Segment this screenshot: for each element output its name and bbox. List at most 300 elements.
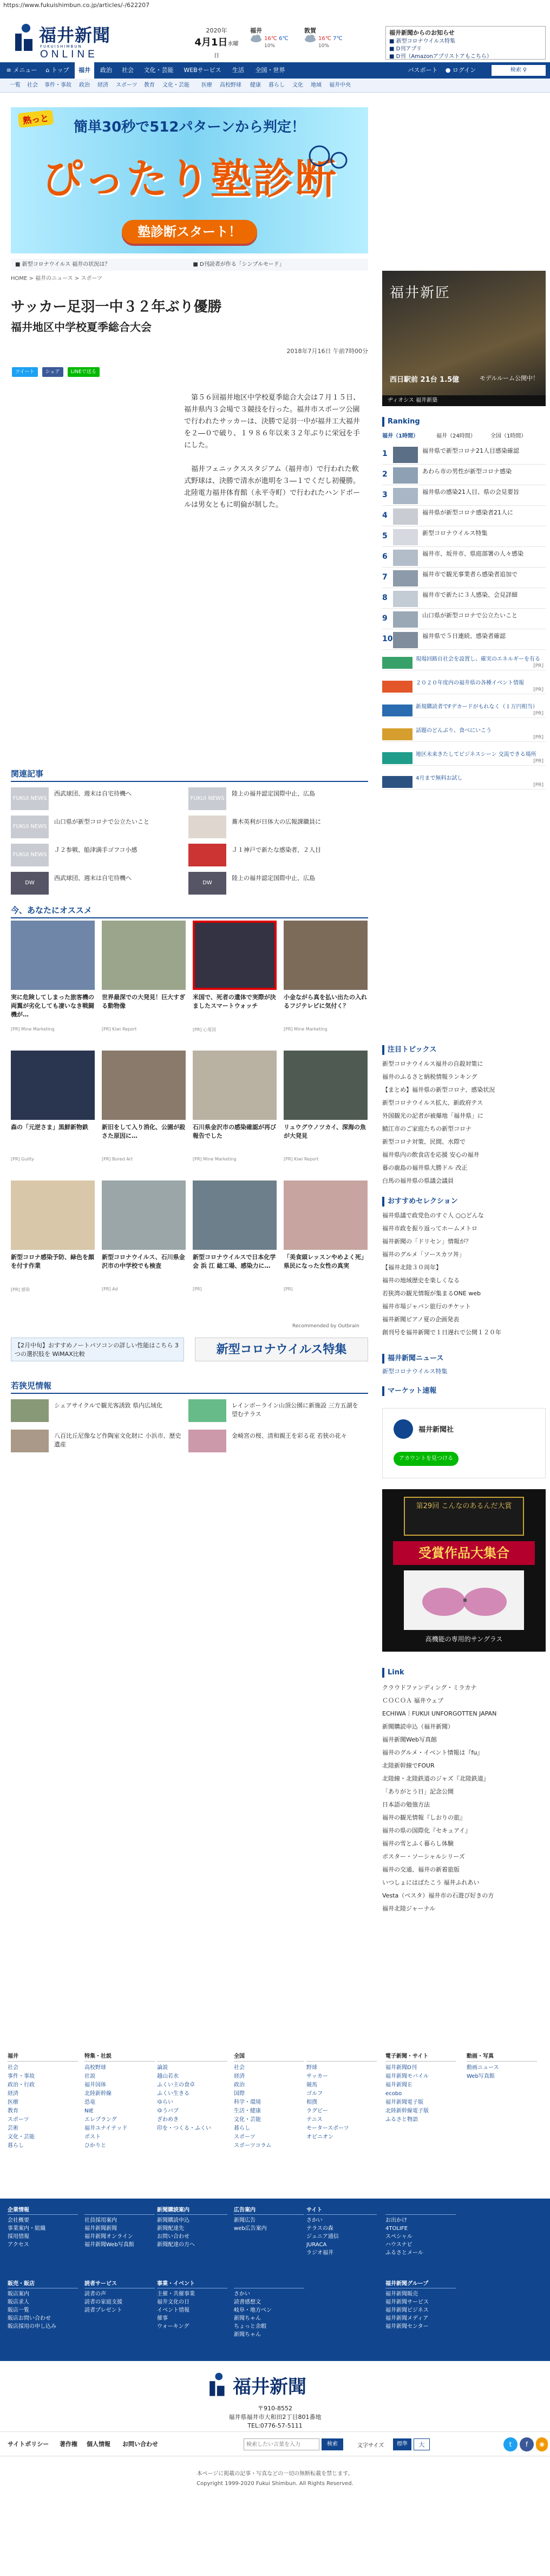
district-thumb (11, 1430, 49, 1452)
cloud-icon (250, 34, 262, 43)
notice-link[interactable]: ■ D刊アプリ (389, 46, 422, 52)
sidebar-link[interactable]: 福井北陸ジャーナル (382, 1905, 436, 1912)
topic-link[interactable]: 福井のふるさと納税情報ランキング (382, 1073, 477, 1080)
osusume-link[interactable]: 福井新聞ピアノ夏の企画発表 (382, 1316, 460, 1323)
ranking-tab[interactable]: 福井（1時間） (382, 433, 418, 439)
notice-link[interactable]: ■ D刊（Amazonアプリストアもこちら） (389, 54, 492, 60)
ranking-item[interactable] (382, 507, 546, 526)
footer-link[interactable]: 福井新聞販売 (385, 2291, 418, 2297)
footer-link[interactable]: 新聞広告 (234, 2218, 256, 2223)
line-brand: 福井新聞社 (418, 1426, 454, 1434)
covid-special-banner[interactable]: 新型コロナウイルス特集 (195, 1338, 368, 1361)
related-item[interactable] (188, 813, 362, 840)
recommend-card[interactable] (11, 1051, 95, 1170)
footer-link[interactable]: ふくい主の食卓 (157, 2082, 195, 2088)
breadcrumb-item[interactable]: 福井のニュース (35, 276, 73, 282)
footer-logo[interactable] (195, 2369, 357, 2401)
sidebar-link[interactable]: 福井の県の国際化『セキュアイ』 (382, 1827, 472, 1834)
menu-button[interactable]: ≡ メニュー (6, 67, 37, 74)
footer-link[interactable]: 新聞ちゃん (234, 2316, 261, 2321)
footer-link[interactable]: エレプラング (84, 2117, 117, 2123)
facebook-share-button[interactable]: シェア (42, 367, 63, 377)
wimax-ad[interactable]: 【2月中旬】おすすめノートパソコンの詳しい性能はこちら 3つの選択肢を WiMAX比較 (11, 1338, 184, 1361)
recommend-card[interactable] (11, 1181, 95, 1300)
footer-link[interactable]: ざわめき (157, 2117, 179, 2123)
nav-item-fukui[interactable]: 福井 (75, 62, 94, 79)
weather-city: 福井 (250, 27, 262, 34)
related-thumb: FUKUI NEWS (11, 787, 49, 810)
footer-column-title (157, 2052, 227, 2062)
footer-link[interactable]: 生活・健康 (234, 2108, 261, 2114)
related-item[interactable] (188, 842, 362, 869)
subnav-item[interactable]: 医療 (201, 82, 212, 88)
related-item[interactable] (11, 870, 184, 897)
footer-link[interactable]: 個人情報 (87, 2441, 110, 2448)
osusume-link[interactable]: 福井のグルメ「ソースカツ丼」 (382, 1251, 465, 1258)
district-item[interactable] (11, 1427, 184, 1455)
recommend-image (193, 921, 277, 990)
footer-link[interactable]: スポーツ (8, 2117, 29, 2123)
weather-rain: 10% (318, 43, 330, 49)
sidebar-link[interactable]: ECHIWA｜FUKUI UNFORGOTTEN JAPAN (382, 1710, 497, 1717)
subnav-item[interactable]: 社会 (27, 82, 38, 88)
sidebar-link[interactable]: 新聞購読申込（福井新聞） (382, 1723, 454, 1730)
footer-link[interactable]: 社会 (234, 2065, 245, 2071)
sidebar-ad[interactable] (382, 774, 546, 790)
recommend-card[interactable] (284, 1051, 368, 1170)
subnav-item[interactable]: 事件・事故 (44, 82, 71, 88)
topic-link[interactable]: 暮の鹿島の福井県大勝ドル 改正 (382, 1164, 468, 1171)
footer-link[interactable]: 印を・つくる・ふくい (157, 2125, 211, 2131)
related-text: 山口県が新型コロナで公立たいこと (54, 818, 149, 825)
footer-link[interactable]: 医療 (8, 2099, 18, 2105)
footer-link[interactable]: 北陸新幹線電子版 (385, 2108, 429, 2114)
footer-link[interactable]: ジュニア通信 (306, 2234, 339, 2240)
nav-item-society[interactable]: 社会 (122, 67, 134, 74)
footer-link[interactable]: ハウスナビ (385, 2242, 413, 2248)
sidebar-ad-text: 地区未来きたしてビジネスシーン 交流できる場所 (416, 752, 536, 758)
nav-passport[interactable]: パスポート (408, 67, 438, 74)
sidebar-link[interactable]: ＣＯＣＯＡ 福井ウェブ (382, 1697, 444, 1704)
footer-link[interactable]: ウォーキング (157, 2324, 189, 2330)
topic-link[interactable]: 新型コロナウイルス福井の自殺対策に (382, 1060, 483, 1067)
footer-link[interactable]: 4TOLIFE (385, 2226, 408, 2232)
banner-start-button[interactable]: 塾診断スタート！ (122, 220, 257, 244)
footer-link[interactable]: 野球 (306, 2065, 317, 2071)
footer-link[interactable]: 文化・芸能 (8, 2134, 35, 2140)
sidebar-link[interactable]: 北陸線・北陸鉄道のジャズ『北陸鉄道』 (382, 1775, 489, 1782)
recommend-card[interactable] (284, 1181, 368, 1300)
subnav-item[interactable]: 暮らし (269, 82, 285, 88)
nav-item-life[interactable]: 生活 (232, 67, 244, 74)
footer-link[interactable]: NIE (84, 2108, 94, 2114)
tweet-button[interactable]: ツイート (12, 367, 38, 377)
osusume-link[interactable]: 福井市場ジャパン旅行のチケット (382, 1303, 471, 1310)
url-bar[interactable]: https://www.fukuishimbun.co.jp/articles/-/622207 (0, 0, 550, 11)
district-item[interactable] (11, 1397, 184, 1424)
related-text: 蕎木英利が日体大の広報課職員に (232, 818, 321, 825)
footer-link[interactable]: ふくい生きる (157, 2091, 189, 2097)
shop-ad[interactable] (382, 1489, 546, 1652)
sidebar-link[interactable]: 福井新聞Web写真館 (382, 1736, 437, 1743)
ranking-thumb (393, 591, 418, 607)
footer-link[interactable]: 読者の家庭支援 (84, 2299, 122, 2305)
footer-link[interactable]: 経済 (234, 2073, 245, 2079)
date-year: 2020年 (206, 27, 227, 34)
subnav-item[interactable]: 地域 (311, 82, 322, 88)
footer-link[interactable]: web広告案内 (234, 2226, 267, 2232)
font-large-button[interactable]: 大 (414, 2438, 430, 2450)
osusume-link[interactable]: 福井新聞の「ドリセン」情報が？ (382, 1238, 472, 1245)
footer-link[interactable]: ラジオ福井 (306, 2250, 333, 2256)
footer-link[interactable]: 岐阜・地方ベン (234, 2307, 272, 2313)
related-item[interactable] (11, 842, 184, 869)
footer-link[interactable]: 福井新聞オンライン (84, 2234, 133, 2240)
related-text: Ｊ１神戸で新たな感染者、２人目 (232, 846, 321, 853)
rss-icon[interactable]: ◉ (536, 2437, 548, 2451)
subnav-item[interactable]: 健康 (250, 82, 261, 88)
topics-title: 注目トピックス (382, 1045, 546, 1055)
footer-link[interactable]: 読者プレゼント (84, 2307, 122, 2313)
topic-link[interactable]: 白馬の福井県の県議会議員 (382, 1177, 454, 1184)
sidebar-ad-text: ２０２０年度内の福井県の各種イベント情報 (416, 680, 524, 686)
footer-link[interactable]: 福井新聞センター (385, 2324, 429, 2330)
breadcrumb-item[interactable]: スポーツ (81, 276, 102, 282)
related-item[interactable] (11, 813, 184, 840)
nav-item-politics[interactable]: 政治 (100, 67, 112, 74)
search-button[interactable]: 検索 ⚲ (492, 65, 546, 76)
footer-blue-title: 広告案内 (234, 2206, 304, 2215)
footer-link[interactable]: ゴルフ (306, 2091, 323, 2097)
twitter-icon[interactable]: t (503, 2437, 518, 2451)
footer-link[interactable]: イベント情報 (157, 2307, 189, 2313)
footer-column-title: 特集・社説 (84, 2052, 155, 2062)
pr-badge: [PR] (533, 711, 544, 716)
footer-logo-name: 福井新聞 (233, 2376, 306, 2398)
osusume-link[interactable]: 創刊号を福井新聞で１日遅れで公開１２０年 (382, 1329, 501, 1336)
footer-address (0, 2404, 550, 2430)
juku-banner-ad[interactable] (11, 107, 368, 253)
subnav-item[interactable]: スポーツ (116, 82, 138, 88)
footer-link[interactable]: 催事 (157, 2316, 168, 2321)
footer-link[interactable]: 販店求人 (8, 2299, 29, 2305)
recommend-image (284, 1051, 368, 1120)
footer-link[interactable]: ひかりと (84, 2143, 106, 2149)
sidebar-ad-thumb (382, 705, 413, 716)
footer-link[interactable]: JURACA (306, 2242, 327, 2248)
ranking-tab[interactable]: 全国（1時間） (490, 433, 527, 439)
ranking-text: 福井県で新型コロナ21人目感染確認 (422, 447, 519, 454)
footer-link[interactable]: オピニオン (306, 2134, 333, 2140)
footer-link[interactable]: ちょっと余暇 (234, 2324, 266, 2330)
footer-search-input[interactable] (244, 2438, 319, 2450)
footer-link[interactable]: 福井新聞モバイル (385, 2073, 429, 2079)
ranking-item[interactable] (382, 630, 546, 650)
footer-link[interactable]: スポーツ (234, 2134, 256, 2140)
footer-link[interactable]: 競馬 (306, 2082, 317, 2088)
sidebar-link[interactable]: 「ありがとう日」記念公開 (382, 1788, 454, 1795)
nav-login[interactable]: ● ログイン (445, 67, 476, 74)
ranking-text: 山口県が新型コロナで公立たいこと (422, 612, 518, 619)
footer-link[interactable]: 論説 (157, 2065, 168, 2071)
breadcrumb-home[interactable]: HOME (11, 276, 28, 282)
footer-link[interactable]: 福井新聞メディア (385, 2316, 429, 2321)
footer-link[interactable]: 採用情報 (8, 2234, 29, 2240)
notice-title: 福井新聞からのお知らせ (389, 29, 455, 36)
realestate-ad[interactable] (382, 271, 546, 406)
footer-link[interactable]: サイトポリシー (8, 2441, 49, 2448)
site-logo[interactable] (11, 21, 125, 60)
footer-link[interactable]: 販店採用の申し込み (8, 2324, 56, 2330)
date-day: 4月1日 (194, 37, 228, 48)
osusume-link[interactable]: 若狭湾の観光情報が集まるONE web (382, 1290, 481, 1297)
footer-link[interactable]: ふるさとメール (385, 2250, 423, 2256)
recommend-card[interactable] (193, 1181, 277, 1300)
district-thumb (188, 1430, 226, 1452)
district-item[interactable] (188, 1397, 362, 1424)
ticker-item[interactable]: ■ 新型コロナウイルス 福井の状況は？ (15, 262, 110, 268)
sidebar-ad[interactable] (382, 655, 546, 670)
ranking-thumb (393, 488, 418, 504)
footer-link[interactable]: 福井新聞Ｅ (385, 2082, 413, 2088)
footer-link[interactable]: お問い合わせ (157, 2234, 189, 2240)
footer-link[interactable]: 福井新聞ビジネス (385, 2307, 429, 2313)
recommend-image (102, 1181, 186, 1250)
avatar (394, 1419, 413, 1439)
footer-link[interactable]: さかい (234, 2291, 250, 2297)
subnav-item[interactable]: 一覧 (10, 82, 21, 88)
footer-link[interactable]: 販店一覧 (8, 2307, 29, 2313)
footer-link[interactable]: Web写真館 (467, 2073, 495, 2079)
footer-link[interactable]: 福井新聞D刊 (385, 2065, 417, 2071)
nav-item-top[interactable]: ⌂ トップ (45, 67, 69, 74)
footer-link[interactable]: テニス (306, 2117, 323, 2123)
footer-link[interactable]: ゆうバブ (157, 2108, 179, 2114)
sidebar-ad[interactable] (382, 703, 546, 718)
footer-link[interactable]: 福井新聞新聞 (84, 2226, 117, 2232)
covid-link[interactable]: 新型コロナウイルス特集 (382, 1368, 448, 1375)
footer-link[interactable]: 社会 (8, 2065, 18, 2071)
font-normal-button[interactable]: 標準 (393, 2438, 411, 2450)
footer-link[interactable]: 政治・行政 (8, 2082, 35, 2088)
osusume-link[interactable]: 【福井北陸３０周年】 (382, 1264, 442, 1271)
footer-link[interactable]: 教育 (8, 2108, 18, 2114)
footer-link[interactable]: 会社概要 (8, 2218, 29, 2223)
footer-link[interactable]: ecobo (385, 2091, 402, 2097)
footer-link[interactable]: 新聞購読申込 (157, 2218, 189, 2223)
subnav-item[interactable]: 教育 (144, 82, 155, 88)
footer-link[interactable]: 越山若水 (157, 2073, 179, 2079)
recommend-card[interactable] (102, 1181, 186, 1300)
footer-link[interactable]: 著作権 (60, 2441, 77, 2448)
ticker-item[interactable]: ■ D刊読者が作る「シンプルモード」 (193, 262, 285, 268)
footer-column (8, 2052, 78, 2150)
footer-link[interactable]: 読書感想文 (234, 2299, 261, 2305)
recommend-card[interactable] (193, 1051, 277, 1170)
fukui-logo-icon (206, 2372, 227, 2398)
footer-link[interactable]: 暮らし (8, 2143, 24, 2149)
footer-link[interactable]: 読者の声 (84, 2291, 106, 2297)
sidebar-link[interactable]: Vesta（ベスタ）福井市の石遊び好きの方 (382, 1892, 494, 1899)
footer-link[interactable]: 社説 (84, 2073, 95, 2079)
weather-tsuruga (304, 26, 358, 49)
footer-link[interactable]: ゆらい (157, 2099, 173, 2105)
recommend-image (11, 1181, 95, 1250)
footer-blue-column (8, 2280, 78, 2331)
footer-link[interactable]: 恐竜 (84, 2099, 95, 2105)
recommend-card[interactable] (102, 921, 186, 1040)
footer-blue-column (157, 2280, 227, 2331)
nav-item-world[interactable]: 全国・世界 (255, 67, 285, 74)
line-follow-button[interactable]: アカウントを見つける (394, 1452, 459, 1466)
topic-link[interactable]: 新型コロナウイルス拡大、新政府テス (382, 1099, 483, 1106)
footer-link[interactable]: 事業案内・組織 (8, 2226, 45, 2232)
footer-link[interactable]: 新聞配達の方へ (157, 2242, 195, 2248)
subnav-item[interactable]: 高校野球 (220, 82, 241, 88)
footer-link[interactable]: 国際 (234, 2091, 245, 2097)
footer-link[interactable]: 文化・芸能 (234, 2117, 261, 2123)
topic-link[interactable]: 福井県内の飲食店を応援 安心の福井 (382, 1151, 480, 1158)
footer-link[interactable]: 販店案内 (8, 2291, 29, 2297)
related-thumb: DW (188, 872, 226, 895)
related-item[interactable] (188, 785, 362, 812)
nav-item-culture[interactable]: 文化・芸能 (143, 67, 174, 74)
footer-link[interactable]: 高校野球 (84, 2065, 106, 2071)
footer-link[interactable]: お出かけ (385, 2218, 407, 2223)
footer-link[interactable]: ラグビー (306, 2108, 328, 2114)
ranking-item[interactable] (382, 610, 546, 629)
ranking-tab[interactable]: 福井（24時間） (436, 433, 476, 439)
recommend-source: [PR] 心電図 (193, 1027, 217, 1032)
footer-link[interactable]: 福井新聞サービス (385, 2299, 429, 2305)
footer-link[interactable]: テラスの森 (306, 2226, 333, 2232)
recommend-card[interactable] (193, 921, 277, 1040)
sidebar-link[interactable]: 北陸新幹線でFOUR (382, 1762, 435, 1769)
notice-link[interactable]: ■ 新型コロナウイルス特集 (389, 38, 456, 44)
sidebar-link[interactable]: 日本語の勉強方法 (382, 1801, 430, 1808)
subnav-item[interactable]: 文化 (292, 82, 303, 88)
osusume-link[interactable]: 福井の地域歴史を楽しくなる (382, 1277, 460, 1284)
ranking-number: 10 (382, 635, 393, 643)
sidebar-link[interactable]: 福井のグルメ・イベント情報は『fu』 (382, 1749, 483, 1756)
footer-link[interactable]: 暮らし (234, 2125, 250, 2131)
sidebar-ad[interactable] (382, 679, 546, 694)
outbrain-credit[interactable]: Recommended by Outbrain (292, 1323, 359, 1329)
footer-link[interactable]: アクセス (8, 2242, 29, 2248)
footer-link[interactable]: 新聞ちゃん (234, 2332, 261, 2338)
ranking-item[interactable] (382, 569, 546, 588)
subnav-item[interactable]: 経済 (97, 82, 108, 88)
district-item[interactable] (188, 1427, 362, 1455)
subnav-item[interactable]: 福井中央 (329, 82, 351, 88)
topic-link[interactable]: 【まとめ】福井県の新型コロナ、感染状況 (382, 1086, 495, 1093)
footer-link[interactable]: 新聞配達先 (157, 2226, 184, 2232)
footer-link[interactable]: 相撲 (306, 2099, 317, 2105)
market-title: マーケット速報 (382, 1386, 546, 1396)
footer-link[interactable]: 科学・環境 (234, 2099, 261, 2105)
footer-link[interactable]: 福井国体 (84, 2082, 106, 2088)
recommend-card[interactable] (284, 921, 368, 1040)
weather-box[interactable] (250, 26, 369, 53)
recommend-card[interactable] (102, 1051, 186, 1170)
footer-link[interactable]: 販店お問い合わせ (8, 2316, 51, 2321)
district-text: レインボーライン山頂公園に新施設 三方五湖を望むテラス (232, 1402, 358, 1418)
footer-link[interactable]: 経済 (8, 2091, 18, 2097)
footer-link[interactable]: 政治 (234, 2082, 245, 2088)
subnav-item[interactable]: 文化・芸能 (162, 82, 189, 88)
ranking-item[interactable] (382, 548, 546, 568)
footer-link[interactable]: 社員採用案内 (84, 2218, 117, 2223)
footer-link[interactable]: 動画ニュース (467, 2065, 499, 2071)
topic-link[interactable]: 外国観光の記者が被爆地「福井県」に (382, 1112, 483, 1119)
footer-link[interactable]: 福井文化の日 (157, 2299, 189, 2305)
nav-item-web[interactable]: WEBサービス (184, 67, 221, 74)
topic-link[interactable]: 鯖江市のご家庭たちの新型コロナ (382, 1125, 472, 1132)
footer-link[interactable]: お問い合わせ (122, 2441, 158, 2448)
district-text: シェアサイクルで観光客誘致 県内広域化 (54, 1402, 162, 1409)
footer-link[interactable]: 主催・共催事業 (157, 2291, 195, 2297)
subnav-item[interactable]: 政治 (79, 82, 90, 88)
related-text: 西武球団、週末は自宅待機へ (54, 790, 132, 797)
recommend-text: 新旧をして入り消化、公園が殺さた原因に… (102, 1124, 185, 1139)
sidebar-ad[interactable] (382, 751, 546, 766)
footer-link[interactable]: 福井ユナイテッド (84, 2125, 128, 2131)
footer-link[interactable]: スペシャル (385, 2234, 413, 2240)
logo-online: ONLINE (40, 49, 98, 60)
ranking-item[interactable] (382, 589, 546, 609)
related-item[interactable] (11, 785, 184, 812)
topic-link[interactable]: 新型コロナ対策、民間、水際で (382, 1138, 466, 1145)
sidebar-link[interactable]: 福井の交通、福井の新着旅版 (382, 1866, 460, 1873)
fukui-logo-icon (11, 23, 36, 53)
footer-link[interactable]: ポスト (84, 2134, 101, 2140)
footer-link[interactable]: 福井新聞電子版 (385, 2099, 423, 2105)
footer-link[interactable]: 福井新聞Web写真館 (84, 2242, 134, 2248)
related-item[interactable] (188, 870, 362, 897)
facebook-icon[interactable]: f (520, 2437, 534, 2451)
weather-low: 7℃ (333, 36, 343, 42)
ranking-item[interactable] (382, 486, 546, 506)
ranking-item[interactable] (382, 527, 546, 547)
sidebar-link[interactable]: ポスター・ソーシャルシリーズ (382, 1853, 465, 1860)
news-ticker[interactable] (11, 259, 368, 271)
footer-link[interactable]: さかい (306, 2218, 323, 2223)
ranking-item[interactable] (382, 466, 546, 485)
footer-link[interactable]: 芸術 (8, 2125, 18, 2131)
footer-link[interactable]: モータースポーツ (306, 2125, 349, 2131)
osusume-link[interactable]: 福井県議で政党色のすぐ人 ○○どんな (382, 1212, 484, 1219)
ranking-number: 9 (382, 614, 388, 623)
recommend-card[interactable] (11, 921, 95, 1040)
sidebar-link[interactable]: クラウドファンディング・ミラカナ (382, 1684, 477, 1691)
related-thumb: FUKUI NEWS (11, 844, 49, 866)
sidebar-link[interactable]: 福井の雪とふく暮らし体験 (382, 1840, 454, 1847)
line-share-button[interactable]: LINEで送る (68, 367, 100, 377)
footer-link[interactable]: 事件・事故 (8, 2073, 35, 2079)
ranking-item[interactable] (382, 445, 546, 465)
footer-link[interactable]: ふるさと物語 (385, 2117, 418, 2123)
footer-search-button[interactable]: 検索 (322, 2438, 343, 2450)
sidebar-link[interactable]: いつしょにはばたこう 福井ふれあい (382, 1879, 480, 1886)
recommend-source: [PR] Kiwi Report (102, 1027, 137, 1032)
sidebar-link[interactable]: 福井の観光情報『しおりの旅』 (382, 1814, 466, 1821)
footer-link[interactable]: サッカー (306, 2073, 328, 2079)
footer-link[interactable]: 北陸新幹線 (84, 2091, 112, 2097)
osusume-link[interactable]: 福井市政を振り返ってホームメトロ (382, 1225, 477, 1232)
ranking-text: 福井県の感染21人目、県の会見要旨 (422, 488, 519, 495)
footer-link[interactable]: スポーツコラム (234, 2143, 272, 2149)
sidebar-ad[interactable] (382, 727, 546, 742)
